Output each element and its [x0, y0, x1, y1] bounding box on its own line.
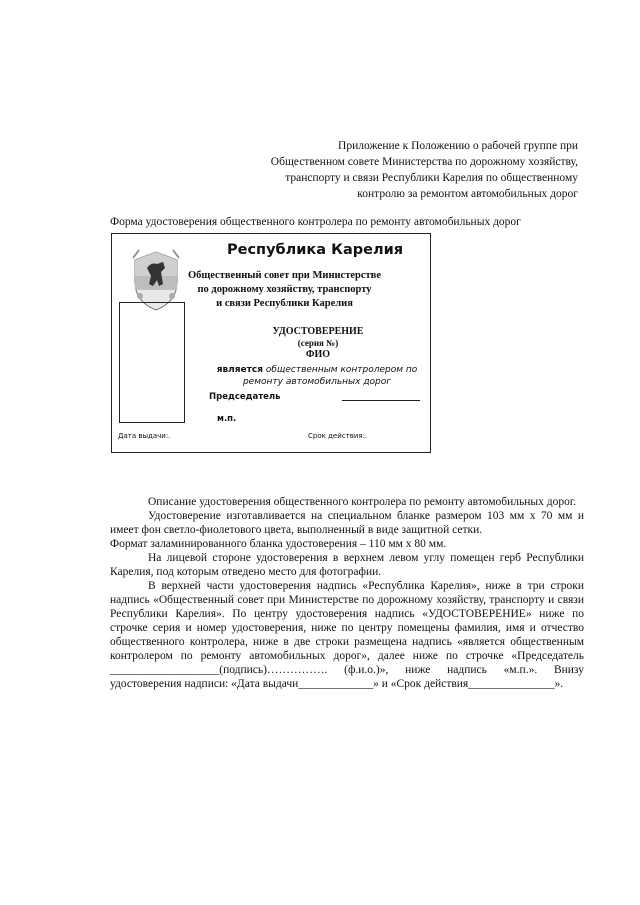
description-paragraph: Описание удостоверения общественного контролера по ремонту автомобильных дорог.: [148, 496, 577, 508]
description-body: [110, 495, 584, 691]
card-stamp-label: м.п.: [217, 414, 237, 424]
description-paragraph: Удостоверение изготавливается на специальном бланке размером 103 мм х 70 мм и имеет фон светло-фиолетового цвета, выполненный в виде защитной сетки.: [110, 510, 584, 536]
appendix-line: контролю за ремонтом автомобильных дорог: [357, 188, 578, 200]
card-issue-date: Дата выдачи:.: [118, 432, 171, 440]
form-title: Форма удостоверения общественного контролера по ремонту автомобильных дорог: [110, 216, 521, 228]
certificate-card: [111, 233, 431, 453]
card-is-word: является: [216, 365, 263, 375]
photo-placeholder: [119, 302, 185, 423]
card-series-label: (серия №): [297, 338, 339, 348]
appendix-line: Приложение к Положению о рабочей группе при: [338, 140, 578, 152]
card-council-line: Общественный совет при Министерстве: [187, 270, 382, 281]
card-council-line: и связи Республики Карелия: [216, 298, 353, 309]
appendix-line: транспорту и связи Республики Карелия по общественному: [285, 172, 578, 184]
description-paragraph: На лицевой стороне удостоверения в верхнем левом углу помещен герб Республики Карелия, под которым отведено место для фотографии.: [110, 552, 584, 578]
description-paragraph: В верхней части удостоверения надпись «Республика Карелия», ниже в три строки надпись «Общественный совет при Министерстве по дорожному хозяйству, транспорту и связи Республики Карелия». По центру удостоверения надпись «УДОСТОВЕРЕНИЕ» ниже по строчке серия и номер удостоверения, ниже по центру помещены фамилия, имя и отчество общественного контролера, ниже в две строки размещена надпись «является общественным контролером по ремонту автомобильных дорог», далее ниже по строчке «Председатель ___________________(подпись)……………. (ф.и.о.)», ниже надпись «м.п.». Внизу удостоверения надписи: «Дата выдачи_____________» и «Срок действия_______________».: [110, 580, 584, 690]
card-council-line: по дорожному хозяйству, транспорту: [197, 284, 372, 295]
card-chairman-label: Председатель: [209, 392, 281, 402]
appendix-line: Общественном совете Министерства по дорожному хозяйству,: [270, 156, 578, 168]
description-paragraph: Формат заламинированного бланка удостоверения – 110 мм х 80 мм.: [110, 538, 447, 550]
appendix-header: [178, 138, 578, 202]
signature-line: [342, 400, 420, 401]
card-controller-text: [212, 364, 422, 388]
card-republic-title: Республика Карелия: [227, 242, 404, 258]
card-is-rest-2: ремонту автомобильных дорог: [242, 377, 392, 387]
card-fio-label: ФИО: [305, 349, 331, 360]
card-valid-until: Срок действия:.: [308, 432, 368, 440]
card-council-name: [182, 269, 387, 311]
card-certificate-label: УДОСТОВЕРЕНИЕ: [272, 326, 364, 337]
card-is-rest: общественным контролером по: [262, 365, 418, 375]
